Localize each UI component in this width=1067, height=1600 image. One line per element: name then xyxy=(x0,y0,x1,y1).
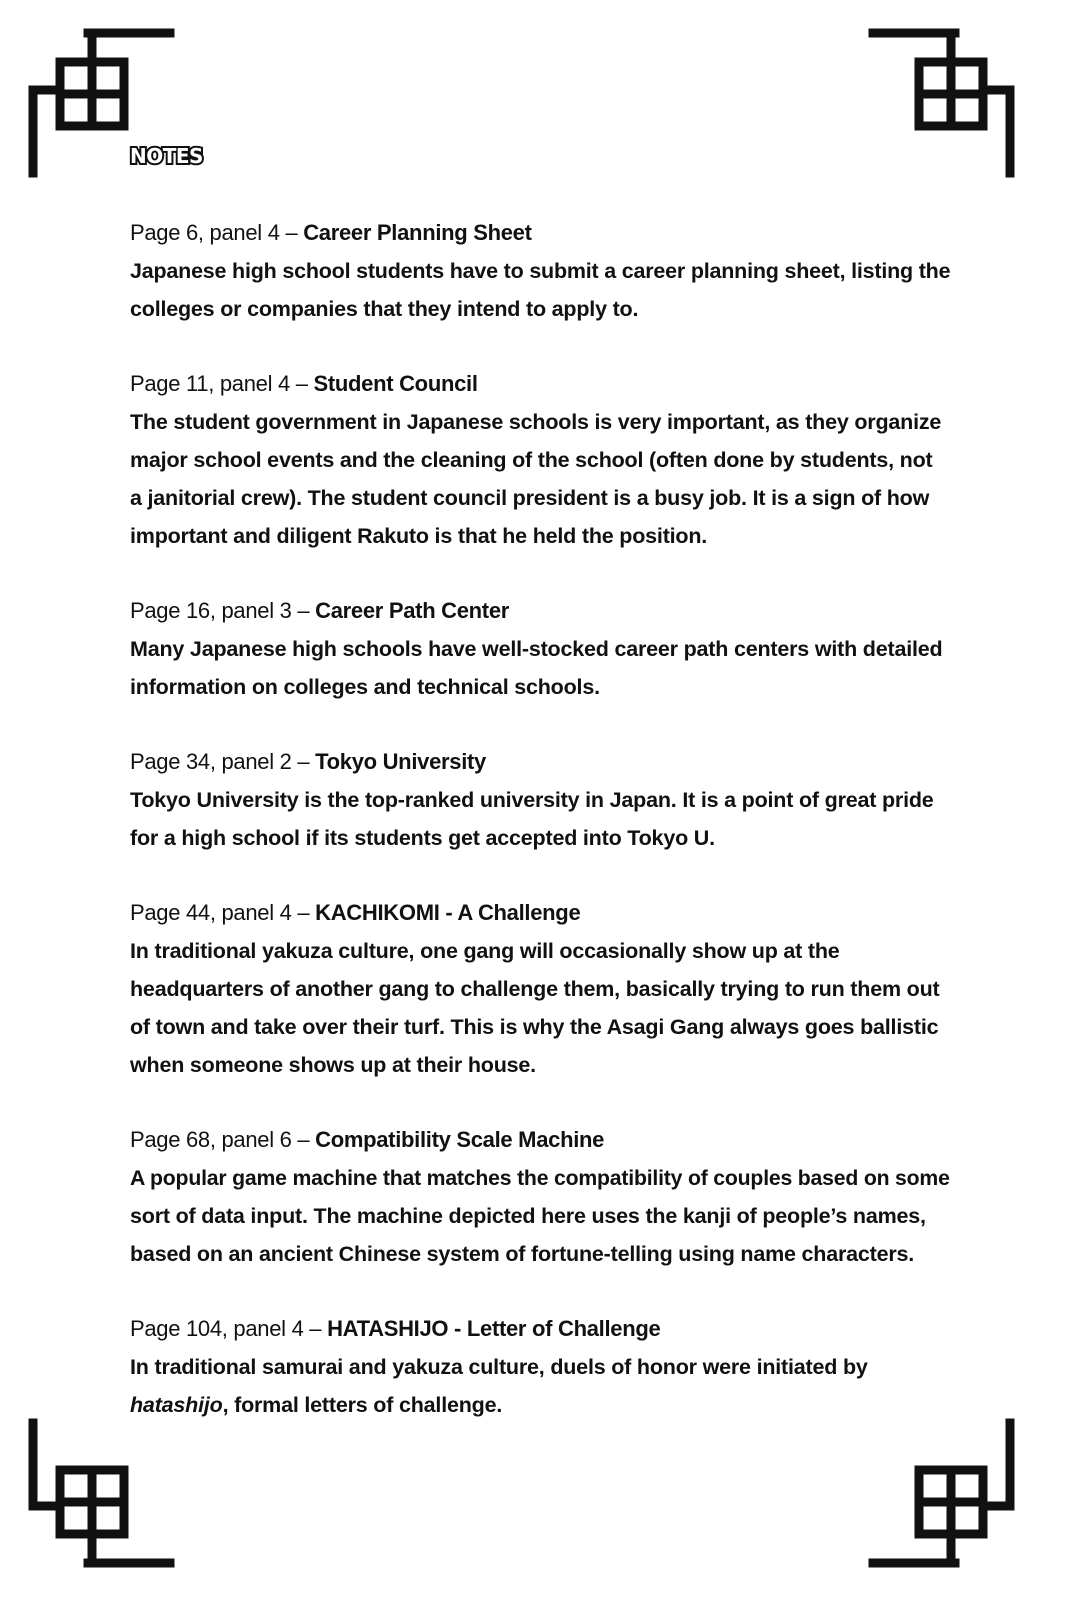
note-item xyxy=(130,743,950,857)
note-line: colleges or companies that they intend to apply to. xyxy=(130,297,639,321)
note-page-reference: Page 68, panel 6 – xyxy=(130,1127,316,1152)
note-item xyxy=(130,592,950,706)
note-item xyxy=(130,1121,950,1273)
note-line: Japanese high school students have to submit a career planning sheet, listing the xyxy=(130,259,951,283)
note-body xyxy=(130,1348,950,1424)
note-line xyxy=(130,1386,950,1424)
note-line: The student government in Japanese schools is very important, as they organize xyxy=(130,410,942,434)
note-line: of town and take over their turf. This is why the Asagi Gang always goes ballistic xyxy=(130,1015,939,1039)
notes-list xyxy=(130,214,950,1461)
note-page-reference: Page 104, panel 4 – xyxy=(130,1316,328,1341)
note-body xyxy=(130,781,950,857)
note-body xyxy=(130,1159,950,1273)
note-line: important and diligent Rakuto is that he held the position. xyxy=(130,524,708,548)
note-line: information on colleges and technical schools. xyxy=(130,675,600,699)
note-body xyxy=(130,252,950,328)
note-heading xyxy=(130,894,950,932)
note-line: A popular game machine that matches the compatibility of couples based on some xyxy=(130,1166,950,1190)
note-heading xyxy=(130,592,950,630)
note-line: Many Japanese high schools have well-stocked career path centers with detailed xyxy=(130,637,943,661)
note-line: major school events and the cleaning of the school (often done by students, not xyxy=(130,448,933,472)
note-term: Student Council xyxy=(313,371,478,396)
note-item xyxy=(130,365,950,555)
note-line: sort of data input. The machine depicted here uses the kanji of people’s names, xyxy=(130,1204,926,1228)
note-line: a janitorial crew). The student council president is a busy job. It is a sign of how xyxy=(130,486,930,510)
note-page-reference: Page 11, panel 4 – xyxy=(130,371,314,396)
note-term: Tokyo University xyxy=(315,749,486,774)
note-term: Career Path Center xyxy=(315,598,510,623)
note-heading xyxy=(130,365,950,403)
corner-ornament-top-right xyxy=(865,28,1015,178)
note-line: headquarters of another gang to challenge them, basically trying to run them out xyxy=(130,977,940,1001)
note-heading xyxy=(130,214,950,252)
note-term: Compatibility Scale Machine xyxy=(315,1127,605,1152)
note-item xyxy=(130,1310,950,1424)
note-body xyxy=(130,630,950,706)
note-heading xyxy=(130,1310,950,1348)
note-item xyxy=(130,214,950,328)
note-term: Career Planning Sheet xyxy=(303,220,532,245)
note-line: Tokyo University is the top-ranked university in Japan. It is a point of great pride xyxy=(130,788,934,812)
note-heading xyxy=(130,743,950,781)
note-italic-term: hatashijo xyxy=(130,1393,223,1417)
note-line: when someone shows up at their house. xyxy=(130,1053,536,1077)
note-page-reference: Page 44, panel 4 – xyxy=(130,900,316,925)
note-item xyxy=(130,894,950,1084)
note-term: HATASHIJO - Letter of Challenge xyxy=(327,1316,661,1341)
page-title: NOTES xyxy=(130,144,203,168)
note-page-reference: Page 16, panel 3 – xyxy=(130,598,316,623)
note-page-reference: Page 6, panel 4 – xyxy=(130,220,304,245)
note-line: In traditional yakuza culture, one gang will occasionally show up at the xyxy=(130,939,840,963)
note-body xyxy=(130,403,950,555)
note-line: for a high school if its students get accepted into Tokyo U. xyxy=(130,826,715,850)
note-term: KACHIKOMI - A Challenge xyxy=(315,900,581,925)
note-line: based on an ancient Chinese system of fortune-telling using name characters. xyxy=(130,1242,915,1266)
note-line-rest: , formal letters of challenge. xyxy=(222,1393,503,1417)
note-body xyxy=(130,932,950,1084)
note-line: In traditional samurai and yakuza culture, duels of honor were initiated by xyxy=(130,1355,868,1379)
note-heading xyxy=(130,1121,950,1159)
note-page-reference: Page 34, panel 2 – xyxy=(130,749,316,774)
